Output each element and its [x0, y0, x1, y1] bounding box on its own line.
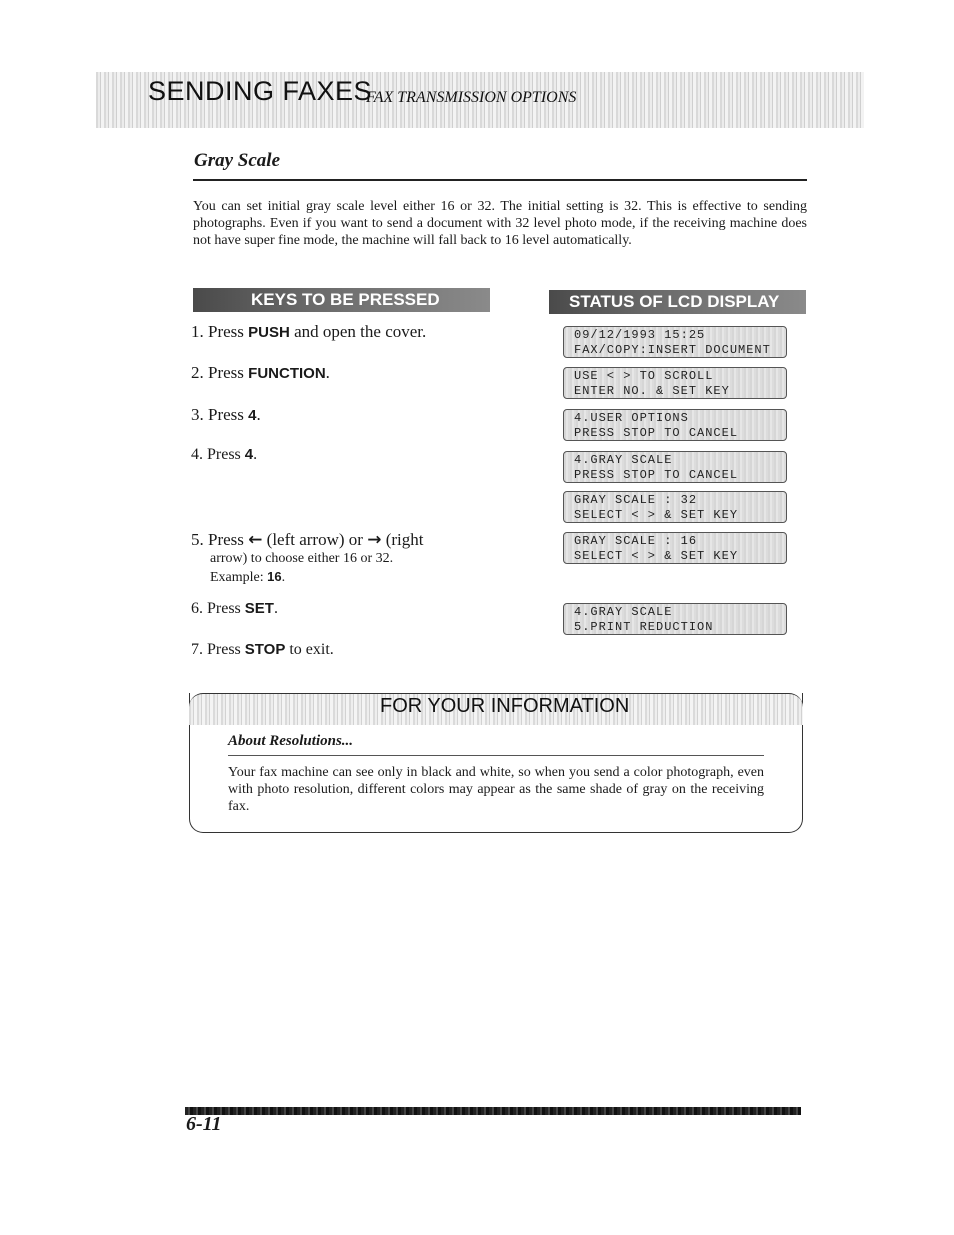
chapter-subtitle: FAX TRANSMISSION OPTIONS: [366, 89, 577, 106]
lcd-column-header: STATUS OF LCD DISPLAY: [549, 290, 806, 314]
info-box-text: Your fax machine can see only in black and white, so when you send a color photograph, even with photo resolution, different colors may appear as the same shade of gray on the receiving fax.: [228, 765, 764, 814]
lcd-display-1: 09/12/1993 15:25 FAX/COPY:INSERT DOCUMENT: [563, 326, 787, 358]
lcd-display-4: 4.GRAY SCALE PRESS STOP TO CANCEL: [563, 451, 787, 483]
page-number: 6-11: [186, 1113, 222, 1135]
intro-paragraph: You can set initial gray scale level either 16 or 32. The initial setting is 32. This is effective to sending photographs. Even if you want to send a document with 32 level photo mode, if the receiving machine does not have super fine mode, the machine will fall back to 16 level automatically.: [193, 199, 807, 248]
footer-rule: [185, 1107, 801, 1115]
step-5: 5. Press ← (left arrow) or → (right: [191, 530, 424, 550]
key-4: 4: [248, 407, 257, 424]
key-4: 4: [244, 446, 254, 463]
chapter-title: SENDING FAXES: [148, 76, 373, 106]
left-arrow-icon: ←: [248, 530, 263, 550]
lcd-display-7: 4.GRAY SCALE 5.PRINT REDUCTION: [563, 603, 787, 635]
step-3: 3. Press 4.: [191, 405, 261, 424]
lcd-display-6: GRAY SCALE : 16 SELECT < > & SET KEY: [563, 532, 787, 564]
section-title: Gray Scale: [194, 150, 281, 171]
lcd-display-3: 4.USER OPTIONS PRESS STOP TO CANCEL: [563, 409, 787, 441]
info-box-title: FOR YOUR INFORMATION: [380, 695, 630, 717]
key-set: SET: [244, 600, 274, 617]
section-divider: [193, 179, 807, 181]
lcd-display-2: USE < > TO SCROLL ENTER NO. & SET KEY: [563, 367, 787, 399]
step-1: 1. Press PUSH and open the cover.: [191, 322, 427, 341]
info-box-divider: [228, 755, 764, 756]
right-arrow-icon: →: [367, 530, 382, 550]
key-push: PUSH: [248, 324, 290, 341]
step-4: 4. Press 4.: [191, 446, 258, 463]
lcd-display-5: GRAY SCALE : 32 SELECT < > & SET KEY: [563, 491, 787, 523]
step-5-example: Example: 16.: [210, 569, 286, 585]
step-2: 2. Press FUNCTION.: [191, 363, 330, 382]
step-7: 7. Press STOP to exit.: [191, 641, 334, 658]
step-6: 6. Press SET.: [191, 600, 278, 617]
info-box-subtitle: About Resolutions...: [228, 733, 354, 749]
step-5-continued: arrow) to choose either 16 or 32.: [210, 551, 394, 566]
keys-column-header: KEYS TO BE PRESSED: [193, 288, 490, 312]
key-stop: STOP: [244, 641, 286, 658]
key-function: FUNCTION: [248, 365, 326, 382]
